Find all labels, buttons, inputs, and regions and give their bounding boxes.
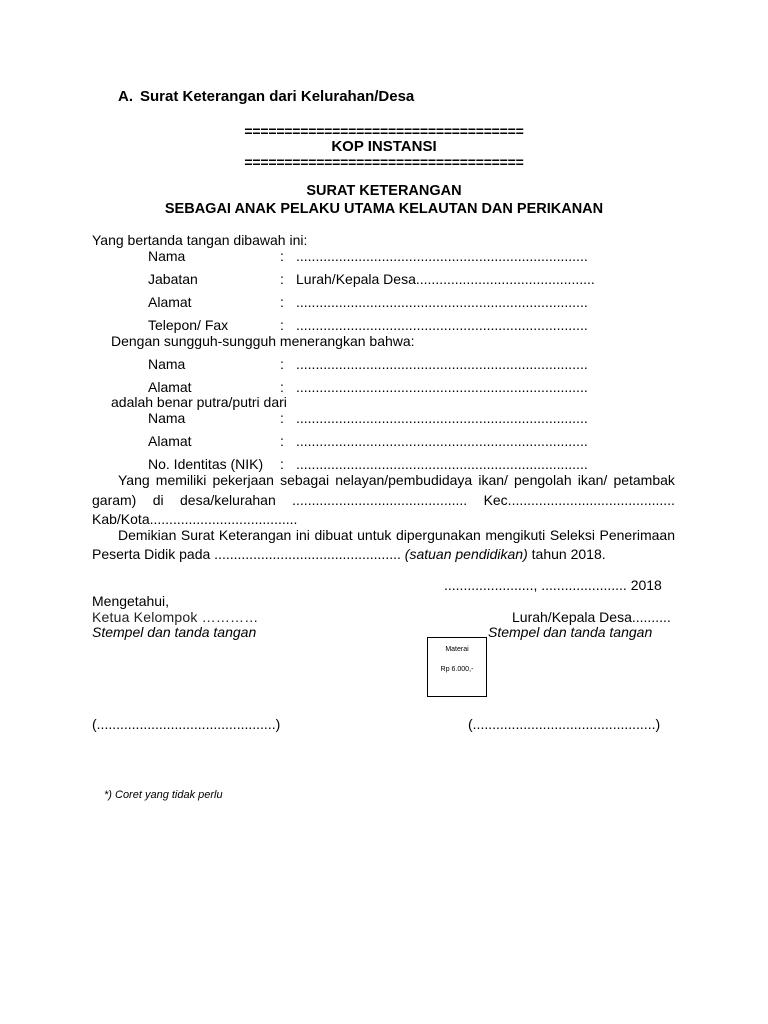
field-value: ........................................................................... [296,433,588,449]
acknowledged-label: Mengetahui, [92,593,170,609]
subject-intro: Dengan sungguh-sungguh menerangkan bahwa: [111,333,415,349]
field-label: Telepon/ Fax [148,317,229,333]
field-colon: : [280,410,284,426]
field-value: ........................................................................... [296,317,588,333]
left-stamp-label: Stempel dan tanda tangan [92,624,257,640]
field-value: ........................................................................... [296,294,588,310]
field-colon: : [280,294,284,310]
field-colon: : [280,317,284,333]
word: nelayan/pembudidaya [335,472,473,488]
field-colon: : [280,356,284,372]
field-value: ........................................................................... [296,379,588,395]
word: Demikian [118,527,177,543]
word: di [152,492,164,508]
word: Surat [180,527,215,543]
field-value: ........................................................................... [296,410,588,426]
right-signer-title: Lurah/Kepala Desa.......... [512,609,671,625]
field-value: ........................................................................... [296,356,588,372]
left-signer-title: Ketua Kelompok ………… [92,609,259,625]
occupation-line2 [92,492,675,509]
purpose-year: tahun 2018. [527,546,606,562]
field-value: ........................................................................... [296,248,588,264]
field-colon: : [280,456,284,472]
word: petambak [613,472,675,488]
right-signer-name-line: (...............................................) [468,716,661,732]
word: ikan/ [577,472,608,488]
field-label: Alamat [148,379,192,395]
field-label: Nama [148,248,186,264]
word: Kec........................................... [483,492,675,508]
purpose-line2 [92,546,606,563]
word: Yang [118,472,150,488]
purpose-text: Peserta Didik pada ................................................ [92,546,405,562]
word: desa/kelurahan [180,492,276,508]
letterhead-rule-top: =================================== [244,123,524,139]
right-stamp-label: Stempel dan tanda tangan [488,624,653,640]
occupation-line1 [118,472,675,489]
doc-title-line2: SEBAGAI ANAK PELAKU UTAMA KELAUTAN DAN PERIKANAN [164,201,604,217]
materai-stamp-box [427,637,487,697]
word: sebagai [280,472,330,488]
field-label: Alamat [148,433,192,449]
word: dibuat [314,527,353,543]
letterhead-title: KOP INSTANSI [331,138,437,155]
purpose-line1 [118,527,675,544]
field-colon: : [280,379,284,395]
signer-intro: Yang bertanda tangan dibawah ini: [92,232,308,248]
footnote: *) Coret yang tidak perlu [104,789,223,801]
word: ini [295,527,310,543]
date-line: ......................., ...................... 2018 [444,577,662,593]
doc-title-line1: SURAT KETERANGAN [306,183,462,199]
word: dipergunakan [395,527,481,543]
word: ............................................. [292,492,468,508]
purpose-institution: (satuan pendidikan) [404,546,528,562]
field-label: Nama [148,356,186,372]
left-signer-name-line: (..............................................) [92,716,281,732]
word: Penerimaan [599,527,675,543]
word: pekerjaan [212,472,274,488]
word: Seleksi [549,527,595,543]
letterhead-rule-bottom: =================================== [244,154,524,170]
word: mengikuti [485,527,546,543]
field-label: Alamat [148,294,192,310]
occupation-line3: Kab/Kota...................................... [92,511,298,527]
field-colon: : [280,271,284,287]
field-colon: : [280,248,284,264]
field-value: ........................................................................... [296,456,588,472]
word: pengolah [514,472,572,488]
section-marker: A. [118,88,133,105]
materai-amount: Rp 6.000,- [440,666,474,673]
field-label: Jabatan [148,271,198,287]
word: Keterangan [218,527,292,543]
word: memiliki [155,472,207,488]
word: ikan/ [478,472,508,488]
field-value: Lurah/Kepala Desa.............................................. [296,271,595,287]
parent-intro: adalah benar putra/putri dari [111,394,287,410]
word: garam) [92,492,137,508]
materai-label: Materai [445,646,469,653]
field-label: No. Identitas (NIK) [148,456,264,472]
word: untuk [357,527,392,543]
section-title: Surat Keterangan dari Kelurahan/Desa [140,88,415,105]
field-colon: : [280,433,284,449]
field-label: Nama [148,410,186,426]
